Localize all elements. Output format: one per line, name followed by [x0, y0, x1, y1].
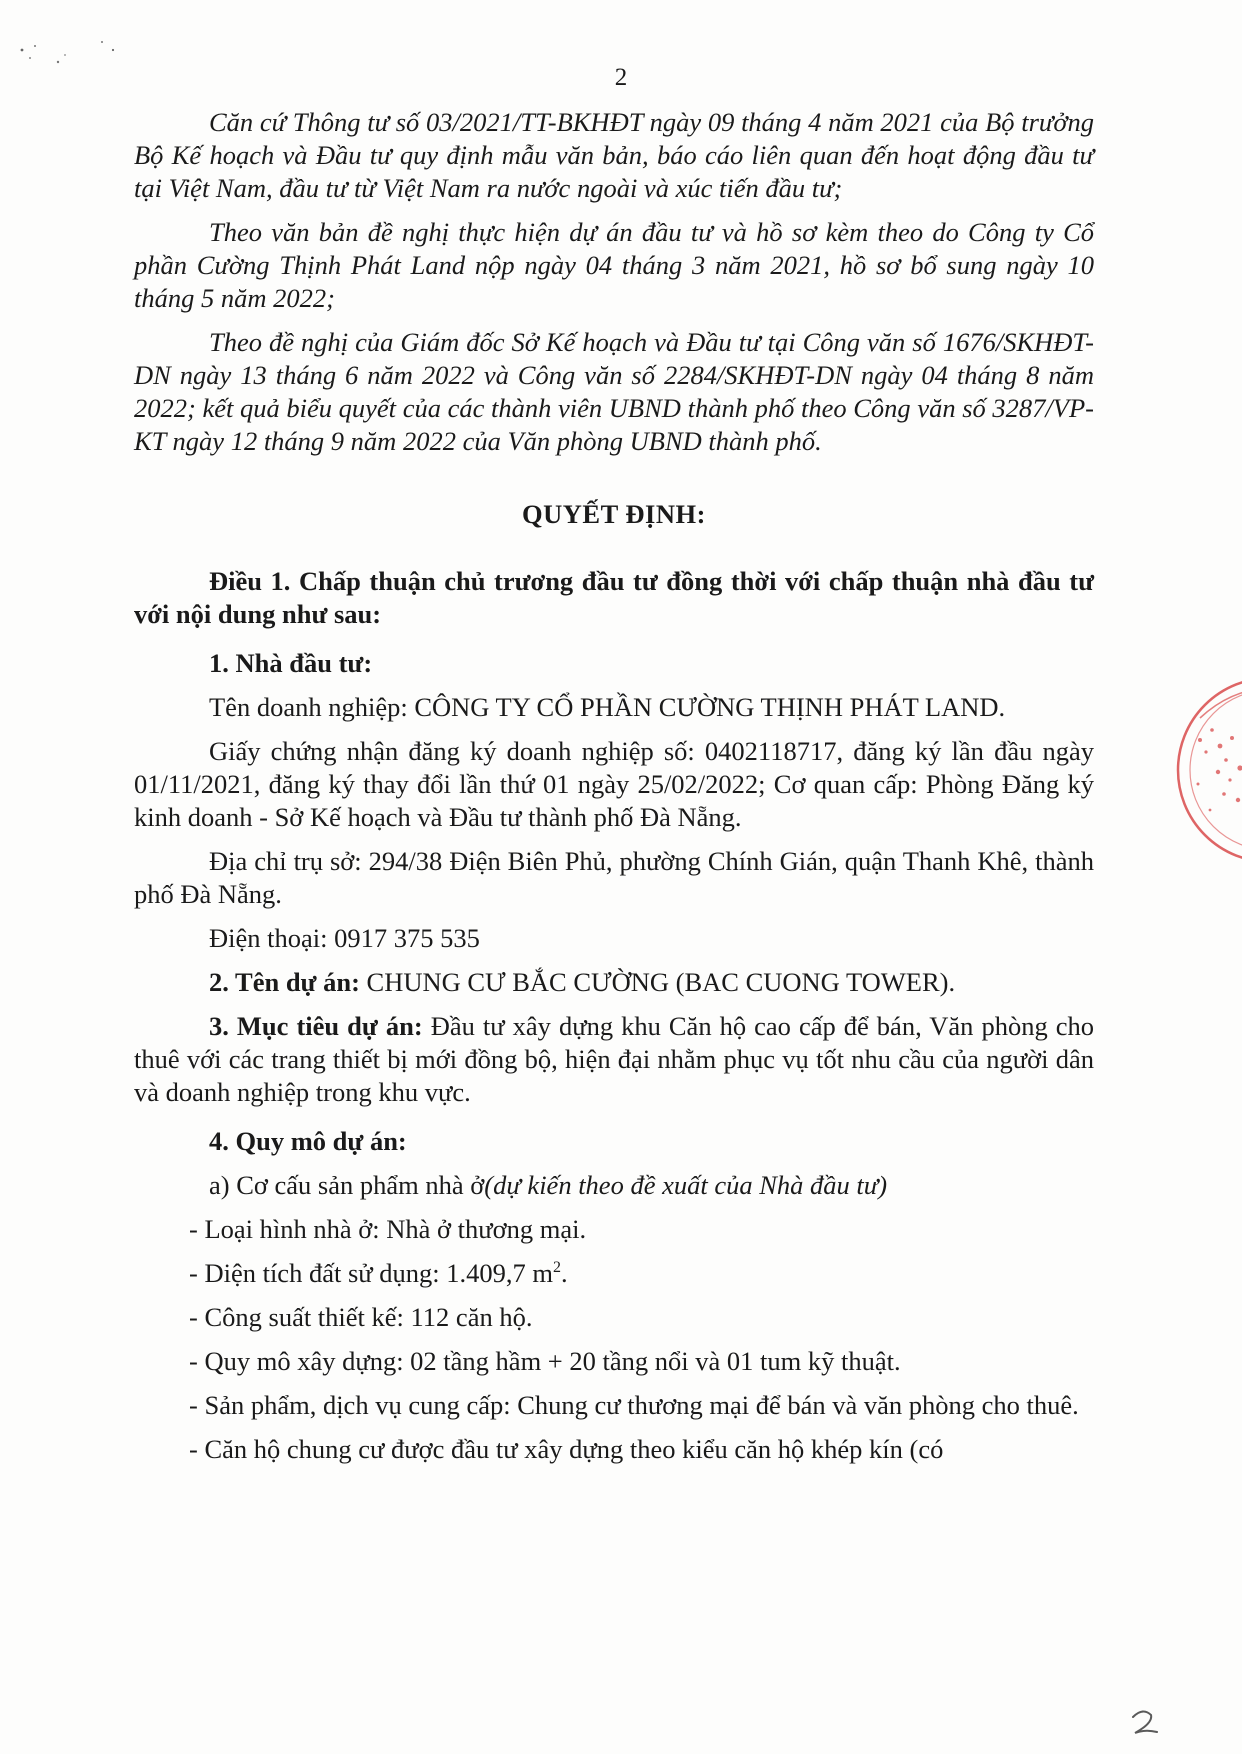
- article-1-heading: Điều 1. Chấp thuận chủ trương đầu tư đồng thời với chấp thuận nhà đầu tư với nội dung như sau:: [134, 566, 1094, 629]
- handwritten-page-mark: [1125, 1705, 1165, 1740]
- project-name-label: 2. Tên dự án:: [209, 967, 360, 997]
- project-name-value: CHUNG CƯ BẮC CƯỜNG (BAC CUONG TOWER).: [359, 967, 956, 997]
- head-office-address: Địa chỉ trụ sở: 294/38 Điện Biên Phủ, phường Chính Gián, quận Thanh Khê, thành phố Đà Nẵng.: [134, 846, 1094, 909]
- housing-structure: [134, 1169, 1094, 1202]
- registration-info: Giấy chứng nhận đăng ký doanh nghiệp số: 0402118717, đăng ký lần đầu ngày 01/11/2021, đăng ký thay đổi lần thứ 01 ngày 25/02/2022; Cơ quan cấp: Phòng Đăng ký kinh doanh - Sở Kế hoạch và Đầu tư thành phố Đà Nẵng.: [134, 736, 1094, 832]
- investor-heading: 1. Nhà đầu tư:: [209, 648, 373, 678]
- construction-scale: - Quy mô xây dựng: 02 tầng hầm + 20 tầng nổi và 01 tum kỹ thuật.: [189, 1346, 901, 1376]
- preamble-paragraph-2: Theo văn bản đề nghị thực hiện dự án đầu tư và hồ sơ kèm theo do Công ty Cổ phần Cường Thịnh Phát Land nộp ngày 04 tháng 3 năm 2021, hồ sơ bổ sung ngày 10 tháng 5 năm 2022;: [134, 217, 1094, 313]
- products-services: - Sản phẩm, dịch vụ cung cấp: Chung cư thương mại để bán và văn phòng cho thuê.: [189, 1390, 1079, 1420]
- preamble-paragraph-1: Căn cứ Thông tư số 03/2021/TT-BKHĐT ngày 09 tháng 4 năm 2021 của Bộ trưởng Bộ Kế hoạch và Đầu tư quy định mẫu văn bản, báo cáo liên quan đến hoạt động đầu tư tại Việt Nam, đầu tư từ Việt Nam ra nước ngoài và xúc tiến đầu tư;: [134, 107, 1094, 203]
- housing-structure-prefix: a) Cơ cấu sản phẩm nhà ở: [209, 1170, 485, 1200]
- project-name: [134, 966, 1094, 999]
- company-name: Tên doanh nghiệp: CÔNG TY CỔ PHẦN CƯỜNG THỊNH PHÁT LAND.: [209, 692, 1006, 722]
- housing-type: - Loại hình nhà ở: Nhà ở thương mại.: [189, 1214, 587, 1244]
- land-area-text: - Diện tích đất sử dụng: 1.409,7 m: [189, 1258, 553, 1288]
- red-seal-stamp: [1160, 660, 1242, 880]
- project-goal-label: 3. Mục tiêu dự án:: [209, 1011, 423, 1041]
- scale-heading: 4. Quy mô dự án:: [209, 1126, 407, 1156]
- project-goal: [134, 1010, 1094, 1109]
- preamble-paragraph-3: Theo đề nghị của Giám đốc Sở Kế hoạch và Đầu tư tại Công văn số 1676/SKHĐT-DN ngày 13 tháng 6 năm 2022 và Công văn số 2284/SKHĐT-DN ngày 04 tháng 8 năm 2022; kết quả biểu quyết của các thành viên UBND thành phố theo Công văn số 3287/VP-KT ngày 12 tháng 9 năm 2022 của Văn phòng UBND thành phố.: [134, 327, 1094, 456]
- land-area-superscript: 2: [552, 1259, 561, 1277]
- land-area: [134, 1257, 1094, 1290]
- page-number: 2: [614, 64, 628, 91]
- apartment-type: - Căn hộ chung cư được đầu tư xây dựng theo kiểu căn hộ khép kín (có: [189, 1434, 944, 1464]
- phone-number: Điện thoại: 0917 375 535: [209, 923, 480, 953]
- project-goal-value: Đầu tư xây dựng khu Căn hộ cao cấp để bán, Văn phòng cho thuê với các trang thiết bị mới đồng bộ, hiện đại nhằm phục vụ tốt nhu cầu của người dân và doanh nghiệp trong khu vực.: [134, 1011, 1094, 1107]
- housing-structure-note: (dự kiến theo đề xuất của Nhà đầu tư): [484, 1170, 888, 1200]
- design-capacity: - Công suất thiết kế: 112 căn hộ.: [189, 1302, 533, 1332]
- document-body: [134, 106, 1094, 1466]
- land-area-end: .: [560, 1258, 568, 1288]
- decision-title: QUYẾT ĐỊNH:: [522, 499, 706, 529]
